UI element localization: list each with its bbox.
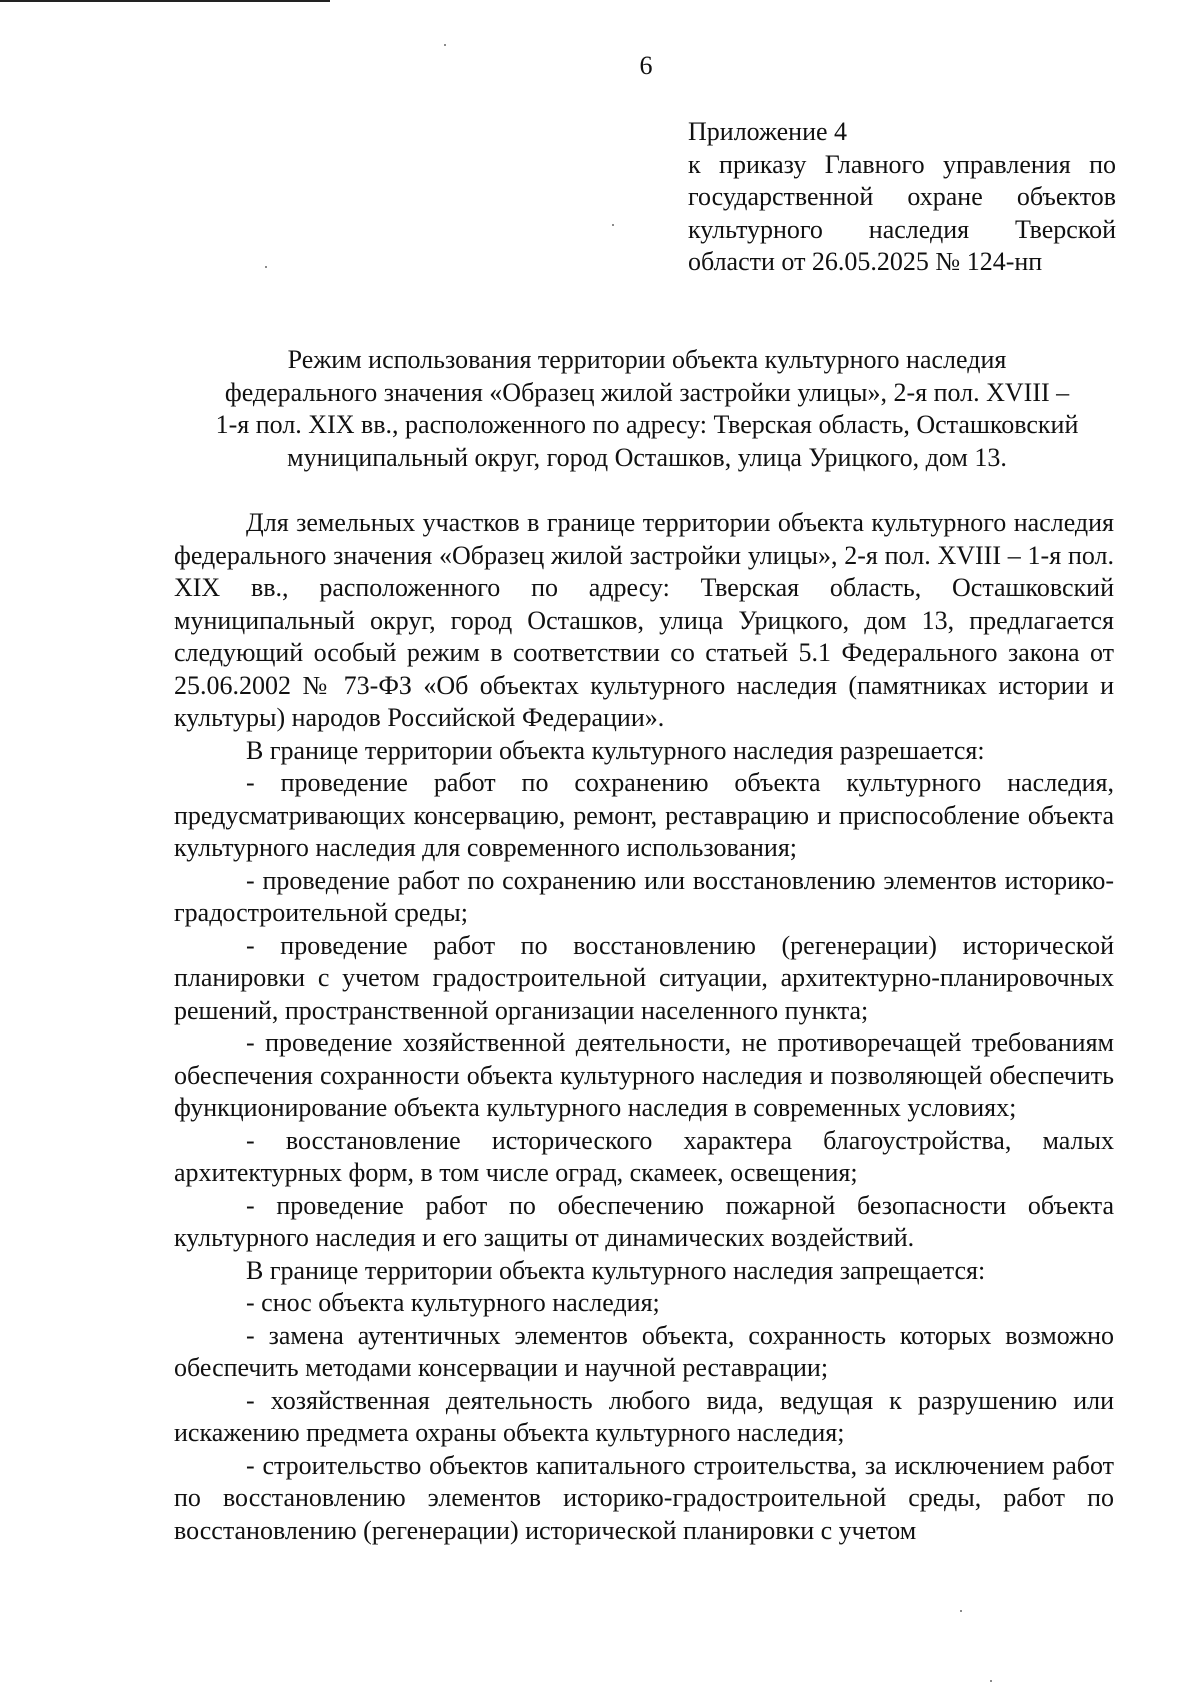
scan-speck (265, 266, 267, 268)
title-line: муниципальный округ, город Осташков, улица Урицкого, дом 13. (287, 442, 1007, 472)
appendix-reference: к приказу Главного управления по государственной охране объектов культурного наследия Тверской области от 26.05.2025 № 124-нп (688, 149, 1116, 276)
prohibited-item: - строительство объектов капитального строительства, за исключением работ по восстановлению элементов историко-градостроительной среды, работ по восстановлению (регенерации) исторической планировки с учетом (174, 1450, 1114, 1545)
scan-speck (990, 1680, 992, 1682)
prohibited-heading: В границе территории объекта культурного наследия запрещается: (246, 1255, 986, 1285)
allowed-item: - проведение хозяйственной деятельности, не противоречащей требованиям обеспечения сохранности объекта культурного наследия и позволяющей обеспечить функционирование объекта культурного наследия в современных условиях; (174, 1028, 1114, 1122)
allowed-item: - проведение работ по сохранению объекта культурного наследия, предусматривающих консервацию, ремонт, реставрацию и приспособление объекта культурного наследия для современного использования; (174, 768, 1114, 862)
prohibited-item: - снос объекта культурного наследия; (246, 1288, 660, 1317)
scan-speck (960, 1610, 962, 1612)
allowed-heading: В границе территории объекта культурного наследия разрешается: (246, 735, 985, 765)
scan-edge-line (0, 0, 330, 2)
prohibited-item: - замена аутентичных элементов объекта, сохранность которых возможно обеспечить методами консервации и научной реставрации; (174, 1320, 1114, 1382)
intro-paragraph: Для земельных участков в границе территории объекта культурного наследия федерального значения «Образец жилой застройки улицы», 2-я пол. XVIII – 1-я пол. XIX вв., расположенного по адресу: Тверская область, Осташковский муниципальный округ, город Осташков, улица Урицкого, дом 13, предлагается следующий особый режим в соответствии со статьей 5.1 Федерального закона от 25.06.2002 № 73-ФЗ «Об объектах культурного наследия (памятниках истории и культуры) народов Российской Федерации». (174, 508, 1114, 732)
document-title (164, 344, 1130, 474)
appendix-header (688, 116, 1116, 279)
allowed-item: - проведение работ по сохранению или восстановлению элементов историко-градостроительной среды; (174, 865, 1114, 927)
title-line: 1-я пол. XIX вв., расположенного по адресу: Тверская область, Осташковский (215, 410, 1079, 439)
allowed-item: - восстановление исторического характера благоустройства, малых архитектурных форм, в том числе оград, скамеек, освещения; (174, 1125, 1114, 1187)
scan-speck (612, 224, 614, 226)
page-number: 6 (639, 51, 653, 80)
scan-speck (444, 44, 446, 46)
allowed-item: - проведение работ по восстановлению (регенерации) исторической планировки с учетом градостроительной ситуации, архитектурно-планировочных решений, пространственной организации населенного пункта; (174, 930, 1114, 1025)
appendix-label: Приложение 4 (688, 117, 848, 146)
prohibited-item: - хозяйственная деятельность любого вида, ведущая к разрушению или искажению предмета охраны объекта культурного наследия; (174, 1385, 1114, 1447)
document-body (174, 507, 1114, 1547)
allowed-item: - проведение работ по обеспечению пожарной безопасности объекта культурного наследия и его защиты от динамических воздействий. (174, 1190, 1114, 1252)
title-line: Режим использования территории объекта культурного наследия (287, 345, 1007, 374)
title-line: федерального значения «Образец жилой застройки улицы», 2-я пол. XVIII – (224, 377, 1070, 407)
